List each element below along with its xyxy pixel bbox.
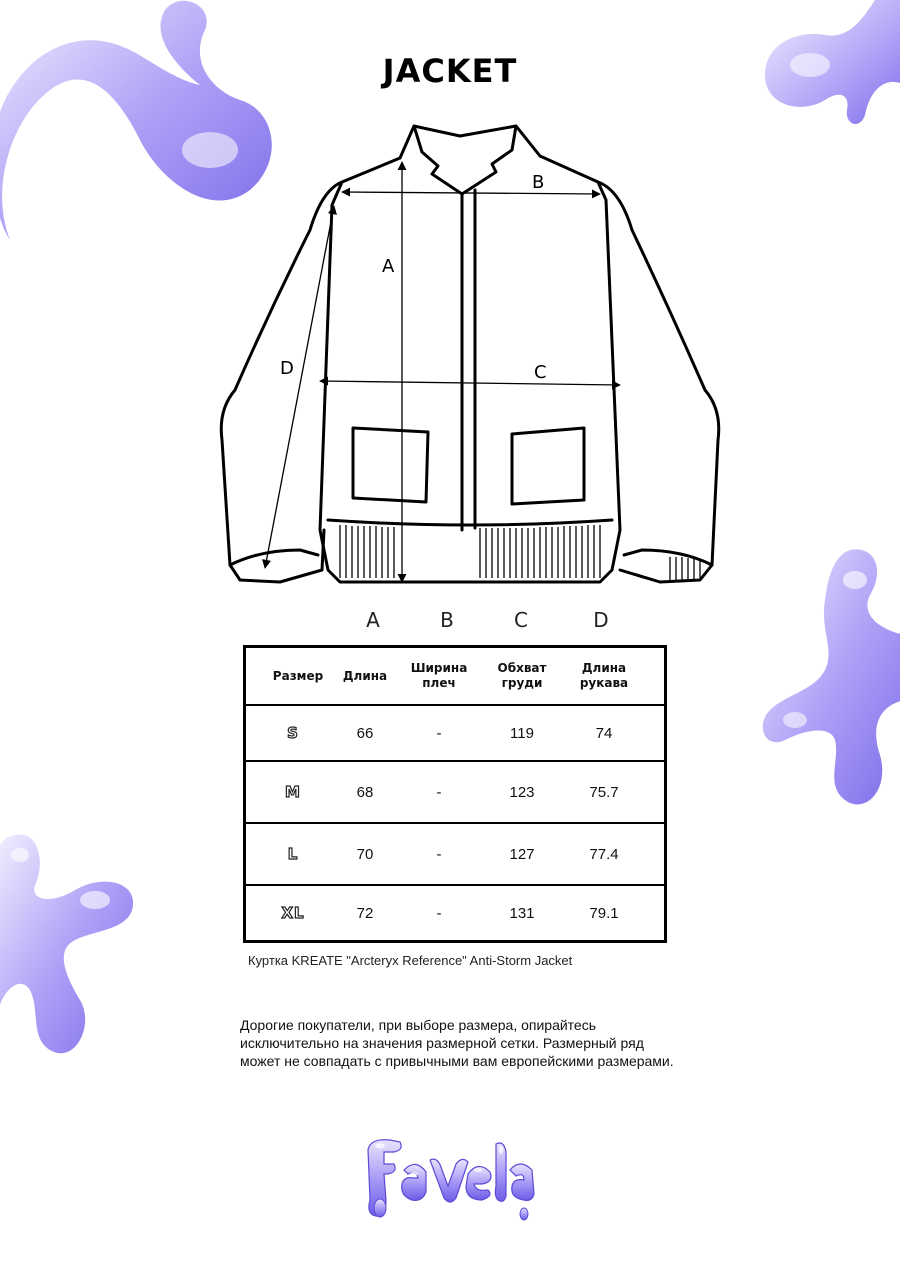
cell-shoulder: - [436, 783, 442, 801]
cell-chest: 123 [509, 783, 535, 801]
measure-line-b [342, 192, 600, 194]
cell-length: 72 [356, 904, 374, 922]
jacket-outline [221, 126, 719, 582]
cell-chest: 127 [509, 845, 535, 863]
header-length: Длина [342, 668, 388, 683]
label-d: D [280, 358, 294, 379]
liquid-blob-right [760, 540, 900, 820]
header-size: Размер [272, 668, 324, 683]
column-letter-c: C [514, 608, 528, 632]
measure-line-c [320, 381, 620, 385]
column-letter-d: D [593, 608, 609, 632]
label-a: A [382, 256, 395, 277]
column-letters [0, 608, 900, 638]
cell-sleeve: 75.7 [589, 783, 619, 801]
size-xl: XL [281, 904, 305, 922]
measure-line-d [265, 206, 334, 568]
cell-length: 66 [356, 724, 374, 742]
brand-logo [360, 1130, 545, 1225]
product-caption: Куртка KREATE "Arcteryx Reference" Anti-Storm Jacket [248, 953, 573, 968]
header-chest: Обхват груди [497, 661, 547, 690]
cell-chest: 119 [510, 724, 534, 742]
size-s: S [287, 724, 299, 742]
table-row [246, 822, 664, 884]
cell-length: 68 [356, 783, 374, 801]
liquid-blob-left [0, 825, 140, 1075]
column-letter-a: A [366, 608, 380, 632]
table-row [246, 704, 664, 760]
header-shoulder: Ширина плеч [410, 661, 468, 690]
cell-length: 70 [356, 845, 374, 863]
cell-shoulder: - [436, 845, 442, 863]
label-b: B [532, 172, 545, 193]
cell-chest: 131 [509, 904, 535, 922]
page-title: JACKET [382, 52, 518, 90]
size-table [243, 645, 667, 943]
ribbing [340, 525, 700, 580]
cell-shoulder: - [436, 724, 442, 742]
size-l: L [287, 845, 299, 863]
cell-shoulder: - [436, 904, 442, 922]
table-header-row [246, 648, 664, 704]
cell-sleeve: 79.1 [589, 904, 619, 922]
size-m: M [285, 783, 301, 801]
jacket-diagram [200, 110, 740, 600]
cell-sleeve: 74 [595, 724, 613, 742]
header-sleeve: Длина рукава [579, 661, 629, 690]
table-row [246, 884, 664, 940]
column-letter-b: B [440, 608, 454, 632]
sizing-note: Дорогие покупатели, при выборе размера, опирайтесь исключительно на значения размерной сетки. Размерный ряд может не совпадать с привычными вам европейскими размерами. [240, 1017, 674, 1069]
table-row [246, 760, 664, 822]
label-c: C [534, 362, 547, 383]
cell-sleeve: 77.4 [589, 845, 619, 863]
